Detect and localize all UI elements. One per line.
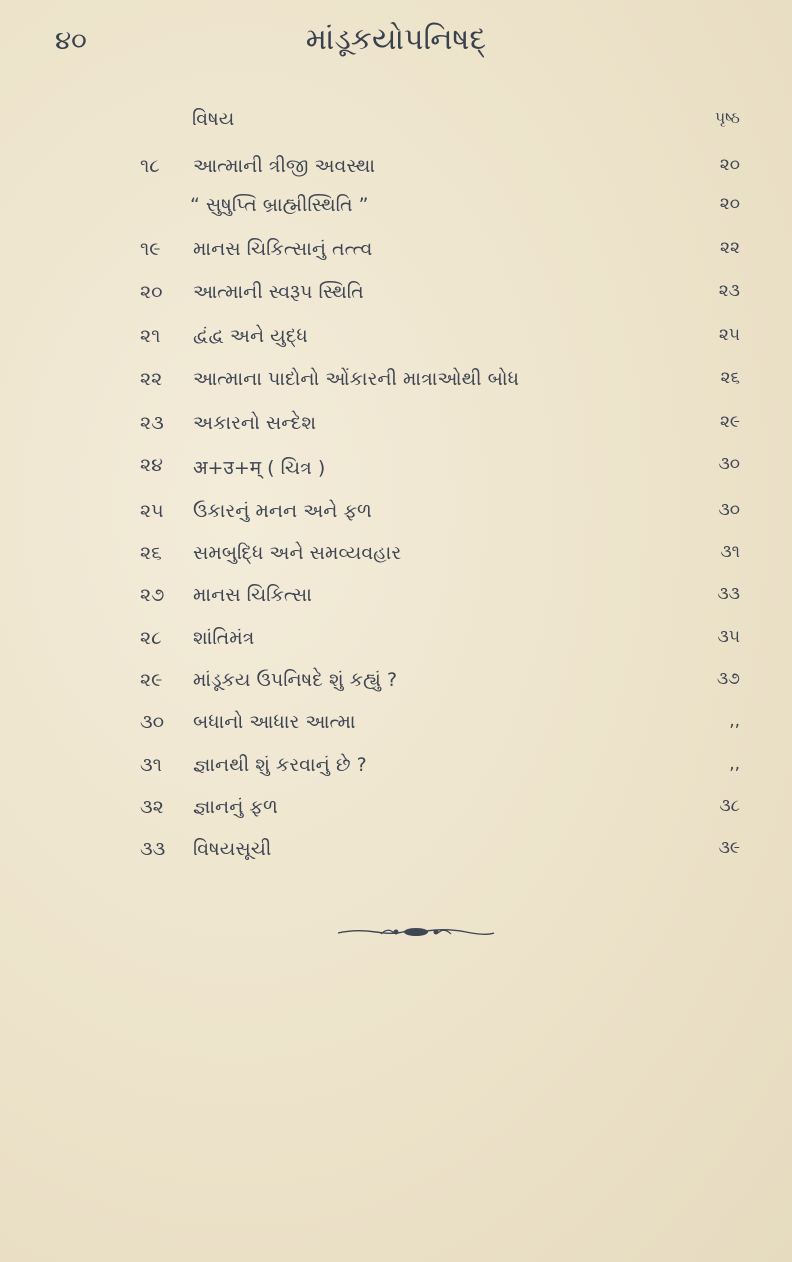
toc-entry-page: ૩૦ <box>718 454 740 474</box>
toc-entry-number: ૨૧ <box>140 325 161 347</box>
decorative-flourish-icon <box>336 925 496 939</box>
toc-entry <box>0 454 792 488</box>
toc-entry-page: ,, <box>729 711 740 731</box>
toc-entry <box>0 155 792 189</box>
toc-entry-page: ૩૩ <box>717 584 740 604</box>
toc-entry-title: જ્ઞાનનું ફળ <box>193 796 278 818</box>
toc-entry-title: આત્માની ત્રીજી અવસ્થા <box>193 155 376 177</box>
toc-entry-page: ૩૧ <box>720 542 740 562</box>
toc-entry <box>0 194 792 228</box>
toc-entry <box>0 281 792 315</box>
toc-entry-page: ૩૮ <box>719 796 740 816</box>
toc-entry-page: ,, <box>729 754 740 774</box>
toc-entry-title: સમબુદ્ધિ અને સમવ્યવહાર <box>193 542 402 564</box>
toc-entry-page: ૨૨ <box>720 238 740 258</box>
toc-entry-number: ૩૩ <box>140 838 166 860</box>
toc-entry-page: ૩૯ <box>718 838 740 858</box>
toc-entry-page: ૨૩ <box>718 281 740 301</box>
toc-entry <box>0 368 792 402</box>
toc-entry-title: अ+उ+म् ( ચિત્ર ) <box>193 457 326 479</box>
toc-entry-page: ૨૦ <box>719 155 740 175</box>
toc-entry-number: ૨૨ <box>140 368 163 390</box>
toc-entry-title: બધાનો આધાર આત્મા <box>193 711 356 733</box>
toc-entry <box>0 500 792 534</box>
toc-entry <box>0 627 792 661</box>
toc-entry-number: ૧૯ <box>140 238 161 260</box>
toc-entry <box>0 584 792 618</box>
toc-entry-number: ૨૫ <box>140 500 164 522</box>
toc-entry-title: આત્માની સ્વરૂપ સ્થિતિ <box>193 281 364 303</box>
toc-entry-number: ૧૮ <box>140 155 160 177</box>
toc-entry-title: આત્માના પાદોનો ઓંકારની માત્રાઓથી બોધ <box>193 368 520 390</box>
toc-entry <box>0 669 792 703</box>
page-number: ૪૦ <box>55 26 87 56</box>
toc-entry-title: માનસ ચિકિત્સા <box>193 584 312 606</box>
toc-entry-number: ૨૬ <box>140 542 162 564</box>
toc-header-page: પૃષ્ઠ <box>714 108 740 127</box>
toc-entry-title: ઉકારનું મનન અને ફળ <box>193 500 372 522</box>
toc-entry-title: જ્ઞાનથી શું કરવાનું છે ? <box>193 754 367 776</box>
toc-entry-title: દ્વંદ્વ અને યુદ્ધ <box>193 325 308 347</box>
running-head: માંડૂકયોપનિષદ્ <box>305 22 487 57</box>
toc-entry-page: ૨૬ <box>720 368 740 388</box>
toc-entry-number: ૩૧ <box>140 754 162 776</box>
toc-entry <box>0 711 792 745</box>
toc-header-subject: વિષય <box>192 108 235 130</box>
toc-entry-title: શાંતિમંત્ર <box>193 627 255 649</box>
toc-entry-title: અકારનો સન્દેશ <box>193 412 317 434</box>
toc-entry-title: “ સુષુપ્તિ બ્રાહ્મીસ્થિતિ ” <box>190 194 369 216</box>
toc-entry-number: ૩૨ <box>140 796 164 818</box>
toc-entry <box>0 542 792 576</box>
toc-entry <box>0 796 792 830</box>
toc-entry-number: ૨૯ <box>140 669 163 691</box>
toc-entry <box>0 412 792 446</box>
toc-entry-title: માનસ ચિકિત્સાનું તત્ત્વ <box>193 238 373 260</box>
toc-entry-number: ૨૭ <box>140 584 165 606</box>
toc-entry-number: ૨૮ <box>140 627 162 649</box>
toc-entry-page: ૨૫ <box>718 325 740 345</box>
toc-entry-number: ૨૩ <box>140 412 164 434</box>
toc-entry <box>0 838 792 872</box>
toc-entry <box>0 325 792 359</box>
toc-entry-page: ૩૭ <box>716 669 740 689</box>
toc-entry-number: ૨૪ <box>140 454 163 476</box>
toc-entry-title: વિષયસૂચી <box>193 838 272 860</box>
toc-entry-page: ૨૦ <box>719 194 740 214</box>
toc-entry <box>0 238 792 272</box>
toc-entry-title: માંડૂકય ઉપનિષદે શું કહ્યું ? <box>193 669 398 691</box>
toc-entry-page: ૩૫ <box>717 627 740 647</box>
toc-entry-number: ૨૦ <box>140 281 163 303</box>
toc-entry-number: ૩૦ <box>140 711 165 733</box>
toc-entry-page: ૩૦ <box>718 500 740 520</box>
toc-entry <box>0 754 792 788</box>
toc-entry-page: ૨૯ <box>719 412 740 432</box>
